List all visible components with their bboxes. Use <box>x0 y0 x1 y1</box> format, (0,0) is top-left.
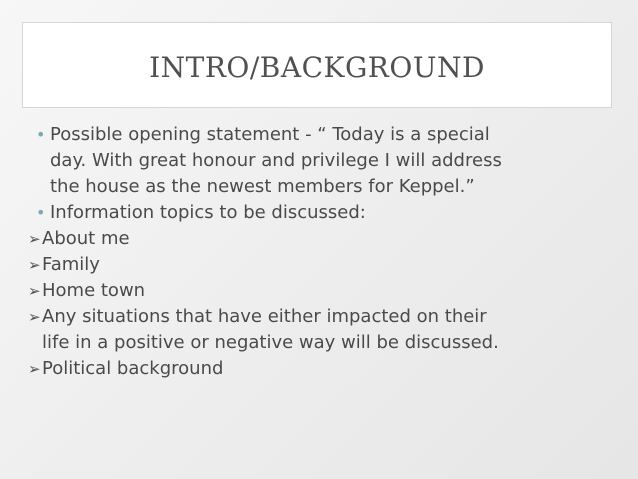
arrow-bullet-icon: ➢ <box>28 308 41 326</box>
bullet-text: Possible opening statement - “ Today is a special day. With great honour and privilege I will address the house as the newest members for Keppel.” <box>50 124 502 197</box>
bullet-dot: • <box>36 125 46 144</box>
arrow-bullet-icon: ➢ <box>28 230 41 248</box>
sub-item <box>28 226 588 252</box>
bullet-item <box>28 200 588 226</box>
bullet-text: Information topics to be discussed: <box>50 202 366 223</box>
sub-item-text: Home town <box>42 280 146 301</box>
arrow-bullet-icon: ➢ <box>28 360 41 378</box>
arrow-bullet-icon: ➢ <box>28 256 41 274</box>
slide-title: INTRO/BACKGROUND <box>149 50 485 84</box>
sub-item <box>28 252 588 278</box>
sub-item-text: Family <box>42 254 100 275</box>
sub-item-text: Political background <box>42 358 224 379</box>
sub-item-text: About me <box>42 228 130 249</box>
bullet-dot: • <box>36 203 46 222</box>
sub-item <box>28 304 588 356</box>
slide-content <box>28 122 588 382</box>
title-box <box>22 22 612 108</box>
sub-item-text: Any situations that have either impacted on their life in a positive or negative way will be discussed. <box>42 306 499 353</box>
sub-item <box>28 356 588 382</box>
sub-item <box>28 278 588 304</box>
bullet-item <box>28 122 588 200</box>
arrow-bullet-icon: ➢ <box>28 282 41 300</box>
